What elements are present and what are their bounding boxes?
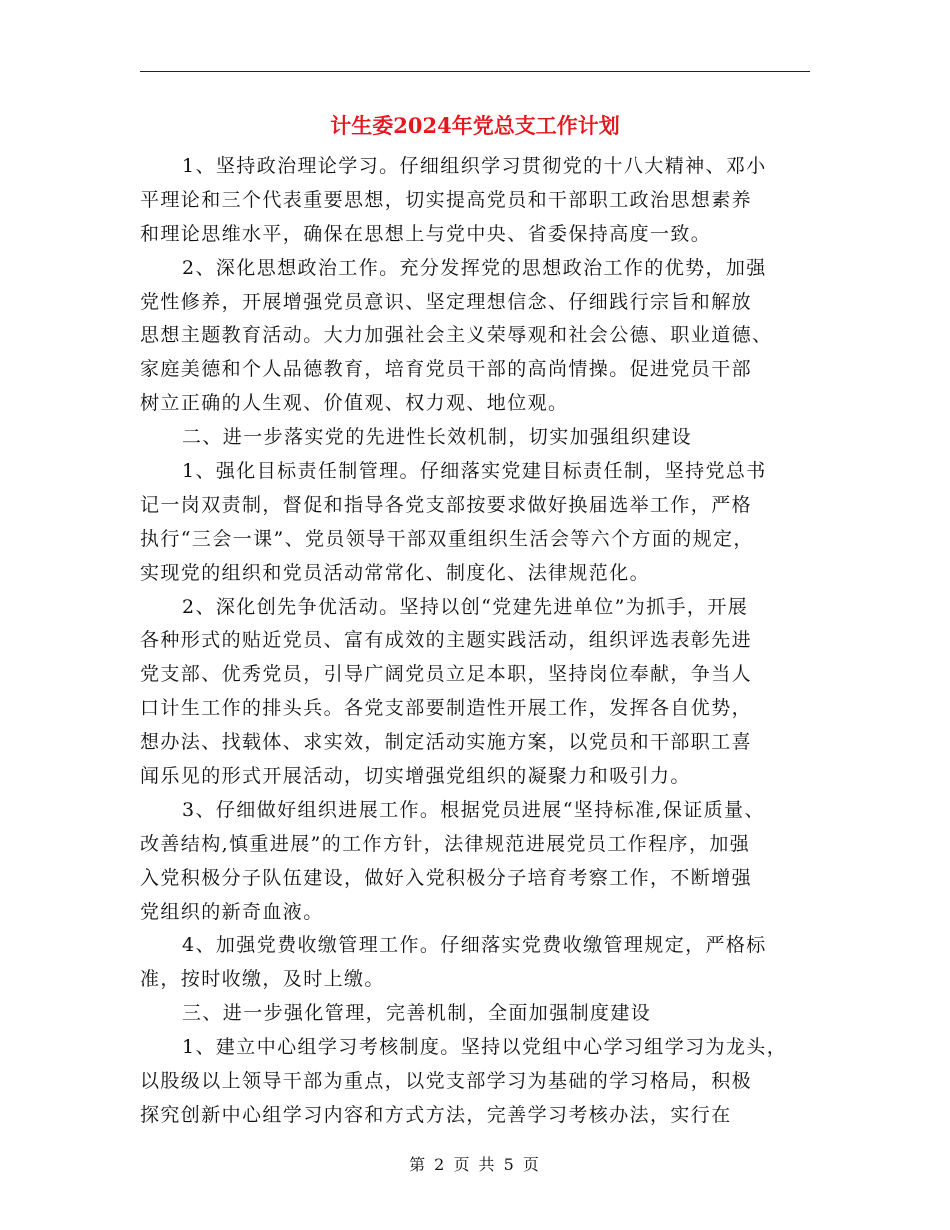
document-title: 计生委2024年党总支工作计划 <box>330 113 620 138</box>
text-line: 二、进一步落实党的先进性长效机制，切实加强组织建设 <box>182 426 693 449</box>
text-line: 1、建立中心组学习考核制度。坚持以党组中心学习组学习为龙头， <box>182 1036 788 1059</box>
text-line: 准，按时收缴，及时上缴。 <box>140 968 385 991</box>
text-line: 入党积极分子队伍建设，做好入党积极分子培育考察工作，不断增强 <box>140 866 753 889</box>
text-line: 实现党的组织和党员活动常常化、制度化、法律规范化。 <box>140 561 651 584</box>
text-line: 思想主题教育活动。大力加强社会主义荣辱观和社会公德、职业道德、 <box>140 324 773 347</box>
text-line: 4、加强党费收缴管理工作。仔细落实党费收缴管理规定，严格标 <box>182 934 767 957</box>
text-line: 党性修养，开展增强党员意识、坚定理想信念、仔细践行宗旨和解放 <box>140 290 753 313</box>
text-line: 1、强化目标责任制管理。仔细落实党建目标责任制，坚持党总书 <box>182 460 767 483</box>
text-line: 三、进一步强化管理，完善机制，全面加强制度建设 <box>182 1002 652 1025</box>
text-line: 党支部、优秀党员，引导广阔党员立足本职，坚持岗位奉献，争当人 <box>140 663 753 686</box>
page-footer: 第 2 页 共 5 页 <box>409 1155 541 1174</box>
text-line: 平理论和三个代表重要思想，切实提高党员和干部职工政治思想素养 <box>140 188 753 211</box>
text-line: 执行“三会一课”、党员领导干部双重组织生活会等六个方面的规定， <box>140 527 754 550</box>
text-line: 以股级以上领导干部为重点，以党支部学习为基础的学习格局，积极 <box>140 1070 753 1093</box>
text-line: 家庭美德和个人品德教育，培育党员干部的高尚情操。促进党员干部 <box>140 358 753 381</box>
text-line: 1、坚持政治理论学习。仔细组织学习贯彻党的十八大精神、邓小 <box>182 155 767 177</box>
header-rule <box>140 71 810 72</box>
text-line: 探究创新中心组学习内容和方式方法，完善学习考核办法，实行在 <box>140 1103 732 1126</box>
text-line: 改善结构,慎重进展”的工作方针，法律规范进展党员工作程序，加强 <box>140 832 751 855</box>
text-line: 和理论思维水平，确保在思想上与党中央、省委保持高度一致。 <box>140 222 712 245</box>
text-line: 树立正确的人生观、价值观、权力观、地位观。 <box>140 392 569 415</box>
text-line: 闻乐见的形式开展活动，切实增强党组织的凝聚力和吸引力。 <box>140 765 691 788</box>
text-line: 2、深化创先争优活动。坚持以创“党建先进单位”为抓手，开展 <box>182 595 749 618</box>
text-line: 各种形式的贴近党员、富有成效的主题实践活动，组织评选表彰先进 <box>140 629 753 652</box>
text-line: 想办法、找载体、求实效，制定活动实施方案，以党员和干部职工喜 <box>140 731 753 754</box>
text-line: 党组织的新奇血液。 <box>140 900 324 923</box>
text-line: 记一岗双责制，督促和指导各党支部按要求做好换届选举工作，严格 <box>140 493 753 516</box>
text-line: 3、仔细做好组织进展工作。根据党员进展“坚持标准,保证质量、 <box>182 798 765 821</box>
text-line: 2、深化思想政治工作。充分发挥党的思想政治工作的优势，加强 <box>182 256 767 279</box>
document-body <box>140 150 812 1133</box>
text-line: 口计生工作的排头兵。各党支部要制造性开展工作，发挥各自优势， <box>140 697 753 720</box>
